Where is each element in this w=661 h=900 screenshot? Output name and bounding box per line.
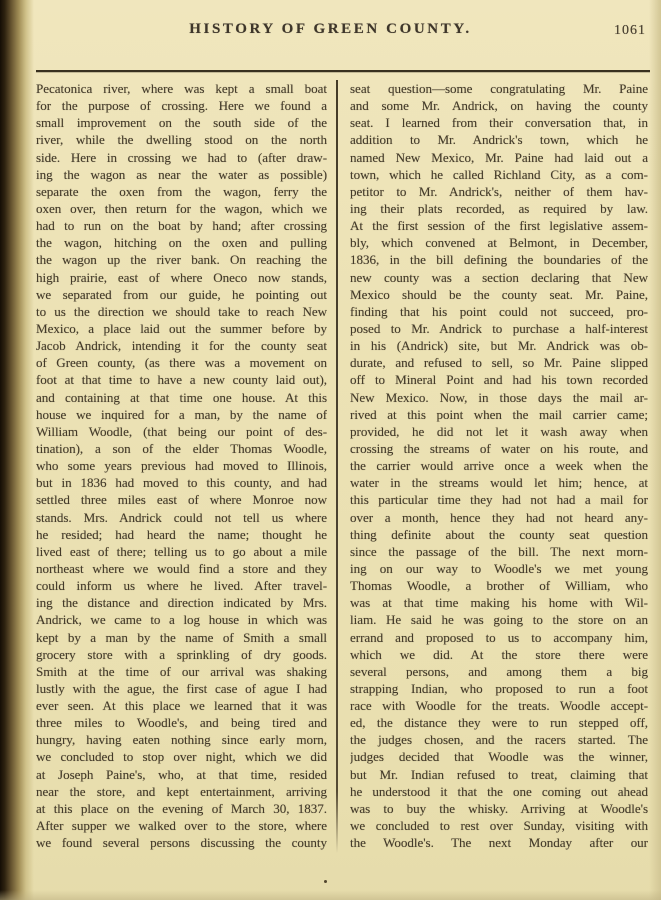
text-line: New Mexico. Now, in those days the mail ar- [350,389,648,405]
text-line: but Mr. Indian refused to treat, claiming that [350,766,648,782]
text-line: we concluded to stop over night, which we did [36,749,328,765]
page-number: 1061 [614,23,646,38]
text-line: settled three miles east of where Monroe now [36,492,328,508]
text-line: was to buy the whisky. Arriving at Woodle's [350,800,648,816]
page-right-edge-shading [649,0,661,900]
printers-mark-dot [324,880,327,883]
text-line: crossing the streams of water on his route, and [350,440,648,456]
text-line: side. Here in crossing we had to (after draw- [36,149,328,165]
text-line: lustly with the ague, the first case of ague I had [36,680,328,696]
text-line: several persons, and among them a big [350,663,648,679]
text-line: the wagon up the river bank. On reaching the [36,252,328,268]
text-line: but in 1836 had moved to this county, and had [36,475,328,491]
column-divider [336,80,338,853]
text-line: three miles to Woodle's, and being tired and [36,715,328,731]
text-line: grocery store with a sprinkling of dry goods. [36,646,328,662]
text-line: foot at that time to have a new county laid out), [36,372,328,388]
text-line: William Woodle, (that being our point of des- [36,423,328,439]
text-line: in his (Andrick) site, but Mr. Andrick was ob- [350,338,648,354]
text-line: water in the streams would let him; hence, at [350,475,648,491]
text-line: Mexico, a place laid out the summer before by [36,320,328,336]
text-line: kept by a man by the name of Smith a small [36,629,328,645]
text-line: ing their plats recorded, as required by law. [350,200,648,216]
text-line: northeast where we would find a store and they [36,560,328,576]
text-line: Pecatonica river, where was kept a small boat [36,81,328,96]
text-line: we concluded to rest over Sunday, visiting with [350,818,648,834]
text-line: river, while the dwelling stood on the north [36,132,328,148]
text-line: over a month, hence they had not heard any- [350,509,648,525]
text-line: Mexico should be the county seat. Mr. Paine, [350,286,648,302]
text-line: 1836, in the bill defining the boundaries of the [350,252,648,268]
text-line: near the store, and kept entertainment, arriving [36,783,328,799]
text-line: bly, which convened at Belmont, in December, [350,235,648,251]
text-line: the carrier would arrive once a week when the [350,458,648,474]
text-line: small improvement on the south side of the [36,115,328,131]
text-line: errand and proposed to us to accompany him, [350,629,648,645]
text-line: the Woodle's. The next Monday after our [350,835,648,851]
text-line: which we did. At the store there were [350,646,648,662]
text-line: new county was a section declaring that New [350,269,648,285]
text-line: at Joseph Paine's, who, at that time, resided [36,766,328,782]
text-line: separate the oxen from the wagon, ferry the [36,183,328,199]
text-line: seat. I learned from their conversation that, in [350,115,648,131]
text-line: and some Mr. Andrick, on having the county [350,98,648,114]
text-line: lived east of there; telling us to go about a mile [36,543,328,559]
text-line: race with Woodle for the treats. Woodle accept- [350,698,648,714]
header-rule [36,70,650,72]
text-line: ing on our way to Woodle's we met young [350,560,648,576]
text-line: petitor to Mr. Andrick's, neither of them hav- [350,183,648,199]
text-line: ever seen. At this place we learned that it was [36,698,328,714]
text-line: and containing at that time one house. At this [36,389,328,405]
text-line: had to run on the boat by hand; after crossing [36,218,328,234]
text-line: Smith at the time of our arrival was shaking [36,663,328,679]
text-line: finding that his point could not succeed, pro- [350,303,648,319]
text-line: liam. He said he was going to the store on an [350,612,648,628]
text-line: who some years previous had moved to Illinois, [36,458,328,474]
text-line: After supper we walked over to the store, where [36,818,328,834]
text-line: tination), a son of the elder Thomas Woodle, [36,440,328,456]
text-line: named New Mexico, Mr. Paine had laid out a [350,149,648,165]
text-line: provided, he did not let it wash away when [350,423,648,439]
text-line: of Green county, (as there was a movement on [36,355,328,371]
text-line: we separated from our guide, he pointing out [36,286,328,302]
text-line: high prairie, east of where Oneco now stands, [36,269,328,285]
text-line: house we inquired for a man, by the name of [36,406,328,422]
text-line: strapping Indian, who proposed to run a foot [350,680,648,696]
text-line: since the passage of the bill. The next morn- [350,543,648,559]
text-line: thing definite about the county seat question [350,526,648,542]
text-line: addition to Mr. Andrick's town, which he [350,132,648,148]
text-line: Jacob Andrick, intending it for the county seat [36,338,328,354]
running-title: HISTORY OF GREEN COUNTY. [189,21,472,37]
text-line: At the first session of the first legislative assem- [350,218,648,234]
text-line: we found several persons discussing the county [36,835,328,851]
page-bottom-edge-shading [0,890,661,900]
text-line: this particular time they had not had a mail for [350,492,648,508]
text-line: could inform us where he lived. After travel- [36,578,328,594]
text-line: the wagon, hitching on the oxen and pulling [36,235,328,251]
text-line: ing the distance and direction indicated by Mrs. [36,595,328,611]
text-columns [36,80,648,853]
text-line: the judges chosen, and the racers started. The [350,732,648,748]
text-line: at this place on the evening of March 30, 1837. [36,800,328,816]
text-line: oxen over, then return for the wagon, which we [36,200,328,216]
text-line: he understood it that the one coming out ahead [350,783,648,799]
text-line: for the purpose of crossing. Here we found a [36,98,328,114]
text-line: Andrick, we came to a log house in which was [36,612,328,628]
text-line: ing the wagon as near the water as possible) [36,166,328,182]
text-line: to us the direction we should take to reach New [36,303,328,319]
text-line: off to Mineral Point and had his town recorded [350,372,648,388]
text-line: stands. Mrs. Andrick could not tell us where [36,509,328,525]
text-line: Thomas Woodle, a brother of William, who [350,578,648,594]
text-line: ed, the distance they were to run stepped off, [350,715,648,731]
text-line: he resided; had heard the name; thought he [36,526,328,542]
binding-shadow [0,0,34,900]
text-line: town, which he called Richland City, as a com- [350,166,648,182]
text-line: durate, and refused to sell, so Mr. Paine slipped [350,355,648,371]
right-column [350,80,648,853]
text-line: rived at this point when the mail carrier came; [350,406,648,422]
text-line: hungry, having eaten nothing since early morn, [36,732,328,748]
text-line: judges decided that Woodle was the winner, [350,749,648,765]
text-line: was at that time making his home with Wil- [350,595,648,611]
text-line: posed to Mr. Andrick to purchase a half-interest [350,320,648,336]
left-column [36,80,327,853]
text-line: seat question—some congratulating Mr. Paine [350,81,648,96]
